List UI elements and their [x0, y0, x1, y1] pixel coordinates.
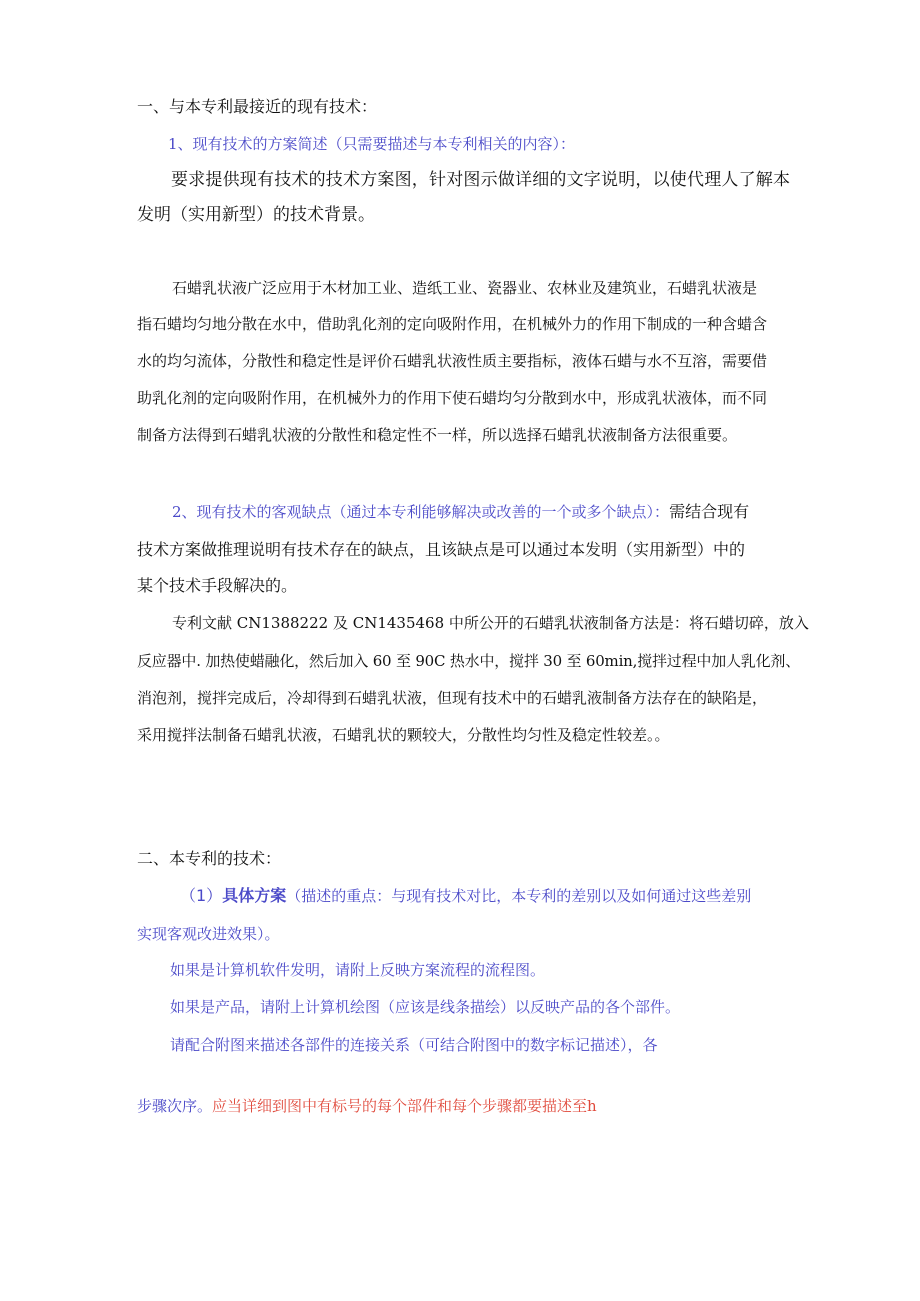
section2-heading: 二、本专利的技术： [137, 849, 282, 868]
section2-last-line-blue: 步骤次序。 [137, 1097, 213, 1115]
section2-last-line-red: 应当详细到图中有标号的每个部件和每个步骤都要描述至h [212, 1097, 597, 1115]
section2-item1-number: （1） [180, 886, 223, 905]
section2-item1-line1 [180, 888, 751, 904]
section2-note-software: 如果是计算机软件发明，请附上反映方案流程的流程图。 [170, 961, 546, 979]
section1-item2-instruction-line3: 某个技术手段解决的。 [137, 576, 298, 595]
section1-item1-instruction-line1: 要求提供现有技术的技术方案图，针对图示做详细的文字说明，以使代理人了解本 [171, 170, 791, 190]
section1-item2-line1 [172, 504, 749, 520]
paragraph2-line3: 消泡剂，搅拌完成后，冷却得到石蜡乳状液，但现有技术中的石蜡乳液制备方法存在的缺陷是， [137, 689, 768, 707]
section2-last-line [137, 1099, 597, 1114]
paragraph2-line2: 反应器中. 加热使蜡融化，然后加入 60 至 90C 热水中，搅拌 30 至 60min,搅拌过程中加人乳化剂、 [137, 652, 800, 670]
paragraph1-line5: 制备方法得到石蜡乳状液的分散性和稳定性不一样，所以选择石蜡乳状液制备方法很重要。 [137, 426, 738, 444]
paragraph1-line2: 指石蜡均匀地分散在水中，借助乳化剂的定向吸附作用，在机械外力的作用下制成的一种含蜡含 [137, 315, 768, 333]
section1-heading: 一、与本专利最接近的现有技术： [137, 97, 378, 116]
section1-item2-instruction-line2: 技术方案做推理说明有技术存在的缺点，且该缺点是可以通过本发明（实用新型）中的 [137, 540, 746, 559]
section2-item1-title: 具体方案 [222, 886, 287, 905]
paragraph1-line3: 水的均匀流体，分散性和稳定性是评价石蜡乳状液性质主要指标，液体石蜡与水不互溶，需要借 [137, 352, 768, 370]
section1-item1-label: 1、现有技术的方案简述（只需要描述与本专利相关的内容）： [168, 135, 576, 153]
section2-item1-desc-line2: 实现客观改进效果）。 [137, 925, 280, 943]
paragraph2-line4: 采用搅拌法制备石蜡乳状液，石蜡乳状的颗较大，分散性均匀性及稳定性较差。。 [137, 726, 670, 744]
section1-item2-instruction-tail: 需结合现有 [669, 502, 750, 521]
section1-item1-instruction-line2: 发明（实用新型）的技术背景。 [137, 205, 375, 225]
section1-item2-label: 2、现有技术的客观缺点（通过本专利能够解决或改善的一个或多个缺点）： [172, 503, 670, 521]
section2-note-product: 如果是产品，请附上计算机绘图（应该是线条描绘）以反映产品的各个部件。 [170, 998, 681, 1016]
section2-note-connections: 请配合附图来描述各部件的连接关系（可结合附图中的数字标记描述），各 [170, 1036, 658, 1054]
section2-item1-desc: （描述的重点：与现有技术对比，本专利的差别以及如何通过这些差别 [286, 887, 752, 905]
paragraph1-line4: 助乳化剂的定向吸附作用，在机械外力的作用下使石蜡均匀分散到水中，形成乳状液体，而不同 [137, 389, 768, 407]
paragraph2-line1: 专利文献 CN1388222 及 CN1435468 中所公开的石蜡乳状液制备方法是：将石蜡切碎，放入 [172, 614, 809, 632]
paragraph1-line1: 石蜡乳状液广泛应用于木材加工业、造纸工业、瓷器业、农林业及建筑业，石蜡乳状液是 [172, 279, 758, 297]
